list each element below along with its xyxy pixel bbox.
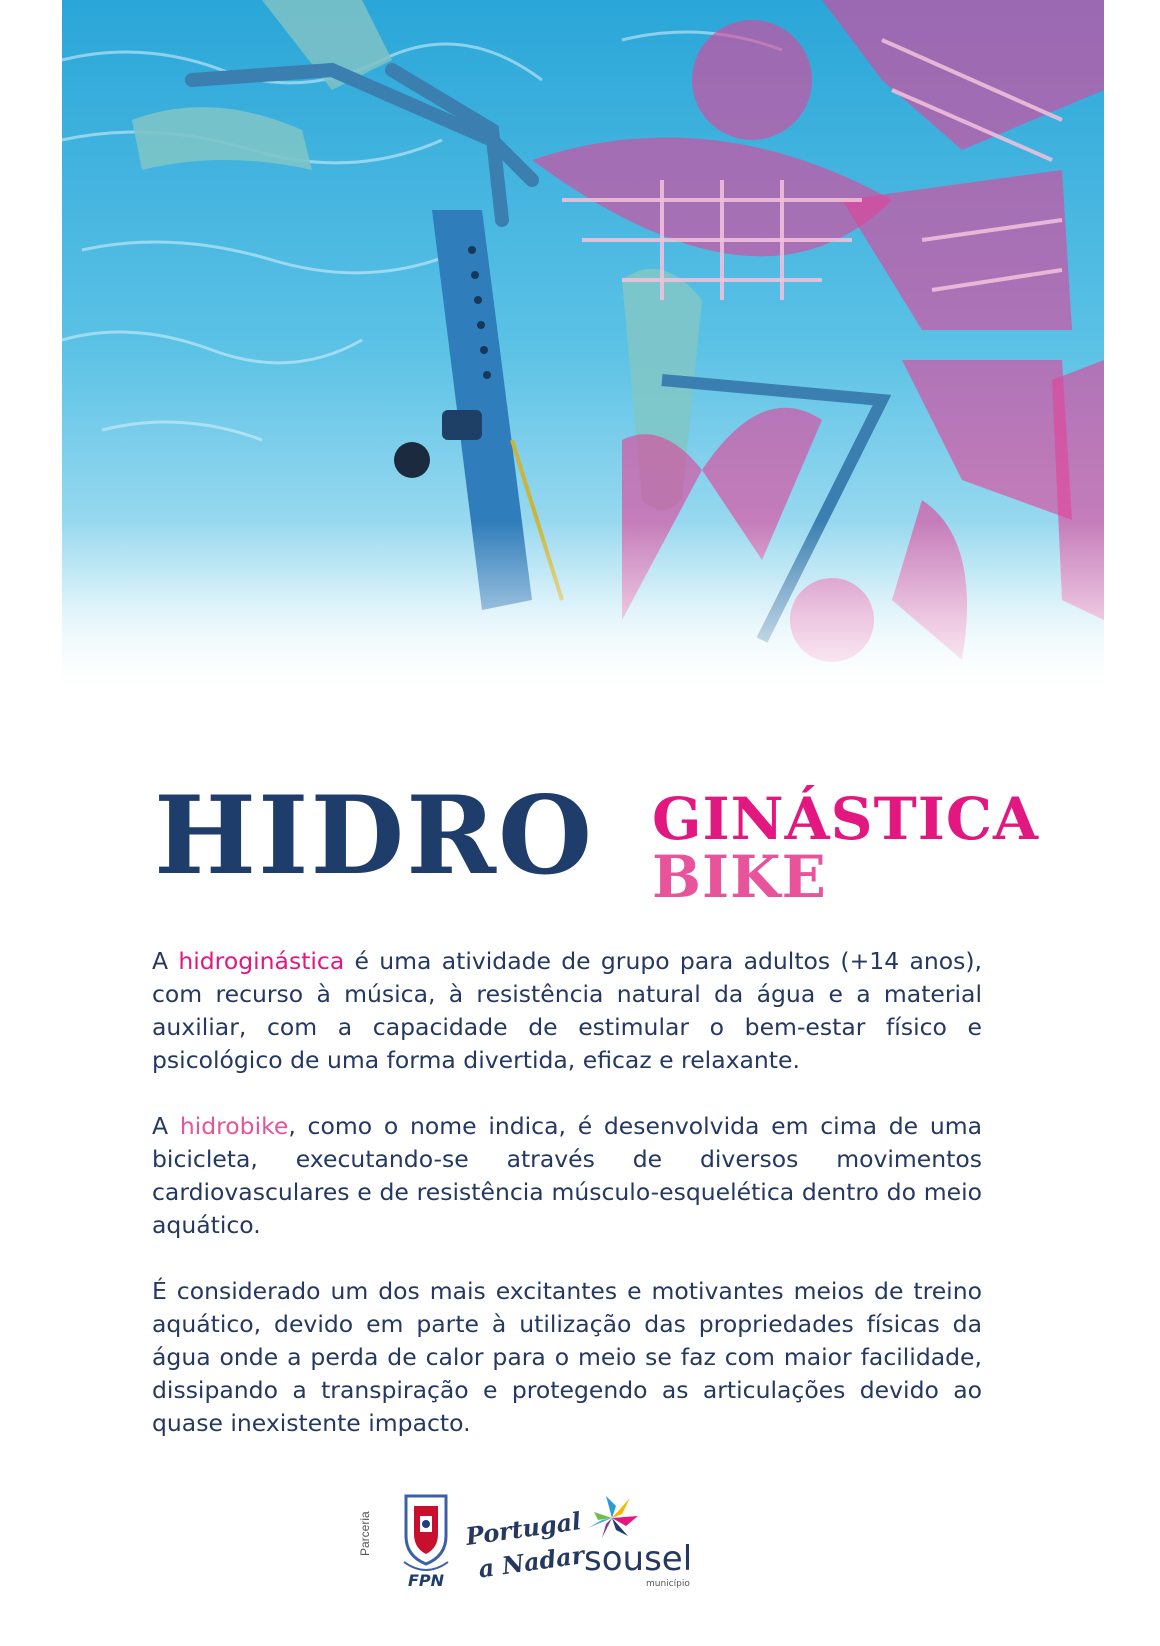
- fpn-label: FPN: [407, 1571, 445, 1590]
- paragraph-2-start: A: [152, 1112, 180, 1140]
- highlight-hidroginastica: hidroginástica: [178, 947, 345, 975]
- hero-image: [62, 0, 1104, 700]
- fpn-logo: [398, 1492, 454, 1592]
- sousel-municipio: município: [646, 1579, 690, 1589]
- paragraph-1-start: A: [152, 947, 179, 975]
- sousel-wordmark: sousel: [584, 1539, 693, 1579]
- partner-logos: [360, 1490, 720, 1600]
- title-ginastica: GINÁSTICA: [652, 785, 1040, 853]
- title-main: HIDRO: [154, 773, 595, 899]
- portugal-a-nadar-logo: [463, 1506, 586, 1590]
- highlight-hidrobike: hidrobike: [179, 1112, 289, 1140]
- title-bike: BIKE: [652, 843, 827, 911]
- paragraph-hidroginastica: [152, 945, 982, 1077]
- sousel-logo: [582, 1490, 702, 1590]
- title: [154, 773, 1040, 920]
- parceria-label: Parceria: [358, 1511, 372, 1556]
- portugal-a-nadar-line2: a Nadar: [476, 1540, 586, 1584]
- paragraph-1-rest: é uma atividade de grupo para adultos (+14 anos), com recurso à música, à resistência natural da água e a material auxiliar, com a capacidade de estimular o bem-estar físico e psicológico de uma forma divertida, eficaz e relaxante.: [152, 947, 982, 1074]
- paragraph-hidrobike: [152, 1110, 982, 1242]
- portugal-a-nadar-line1: Portugal: [463, 1506, 583, 1551]
- paragraph-2-rest: , como o nome indica, é desenvolvida em cima de uma bicicleta, executando-se através de diversos movimentos cardiovasculares e de resistência músculo-esquelética dentro do meio aquático.: [152, 1112, 983, 1239]
- paragraph-treino: É considerado um dos mais excitantes e motivantes meios de treino aquático, devido em parte à utilização das propriedades físicas da água onde a perda de calor para o meio se faz com maior facilidade, dissipando a transpiração e protegendo as articulações devido ao quase inexistente impacto.: [152, 1277, 982, 1437]
- body-text: [152, 945, 982, 1473]
